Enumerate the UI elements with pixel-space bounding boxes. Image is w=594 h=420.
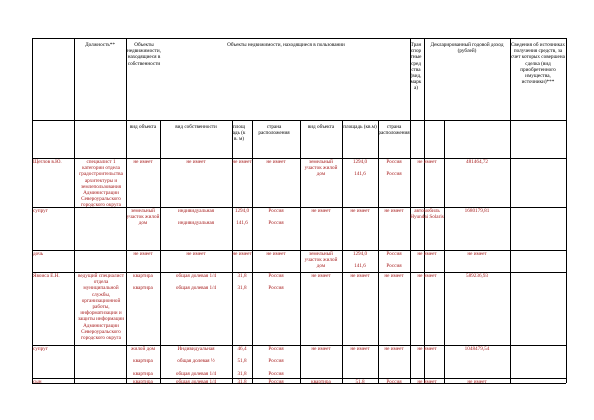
cell-own-kind: общая долевая 1/4 общая долевая 1/4 (175, 273, 217, 292)
subheader-ownership: вид собственности (175, 124, 217, 130)
cell-own-kind: Индивидуальная общая долевая ½ общая долевая 1/4 (175, 346, 217, 377)
header-position: Должность** (85, 42, 115, 48)
cell-own-type: жилой дом квартира квартира (130, 346, 156, 377)
cell-use-area: не имеет (350, 273, 370, 279)
cell-own-country: не имеет (266, 251, 286, 257)
cell-own-type: квартира квартира (133, 273, 153, 292)
header-transport: Транспортные средства (вид, марка) (410, 42, 422, 92)
cell-own-area: 31,8 (237, 379, 247, 385)
cell-own-area: 1294,0 141,6 (234, 208, 250, 227)
cell-use-type: земельный участок жилой дом (304, 159, 338, 178)
cell-name: супруг (33, 346, 48, 352)
cell-income: 481464,72 (465, 159, 489, 165)
cell-use-type: не имеет (311, 346, 331, 352)
cell-use-country: Россия Россия (386, 251, 402, 270)
table-vline (74, 38, 75, 383)
cell-own-type: не имеет (133, 251, 153, 257)
cell-own-kind: не имеет (186, 251, 206, 257)
cell-use-area: 1294,0 141,6 (352, 251, 368, 270)
header-sources: Сведения об источниках получения средств, за счет которых совершена сделка (вид приобретенного имущества, источники)*** (510, 42, 566, 86)
cell-income: не имеет (467, 379, 487, 385)
cell-transport: не имеет (417, 251, 437, 257)
cell-use-area: не имеет (350, 346, 370, 352)
cell-own-country: Россия Россия (268, 273, 284, 292)
header-owned-objects: Объекты недвижимости, находящиеся в собственности (127, 42, 161, 67)
cell-use-country: не имеет (384, 208, 404, 214)
cell-use-area: 51,8 (355, 379, 365, 385)
cell-name: дочь (33, 251, 44, 257)
subheader-area: площадь (кв. м) (232, 124, 246, 143)
cell-own-type: квартира (133, 379, 153, 385)
table-vline (566, 38, 567, 383)
cell-own-kind: не имеет (186, 159, 206, 165)
cell-use-area: не имеет (350, 208, 370, 214)
subheader-use-type: вид объекта (307, 124, 335, 130)
table-vline (510, 38, 511, 383)
subheader-country: страна расположения (258, 124, 290, 137)
cell-income: 1680179,81 (464, 208, 490, 214)
cell-use-area: 1294,0 141,6 (352, 159, 368, 178)
cell-use-type: не имеет (311, 208, 331, 214)
cell-use-type: земельный участок жилой дом (304, 251, 338, 270)
cell-transport: не имеет (417, 346, 437, 352)
cell-own-kind: индивидуальная индивидуальная (177, 208, 215, 227)
header-income: Декларированный годовой доход (рублей) (430, 42, 504, 55)
cell-use-type: не имеет (311, 273, 331, 279)
cell-position: ведущий специалист отдела муниципальной службы, организационной работы, информатизации и защиты информации Администрации Североуральского городского округа (77, 273, 125, 342)
cell-own-country: Россия Россия (268, 208, 284, 227)
cell-own-area: не имеет (232, 159, 252, 165)
cell-name: Щеглов в.Ю. (33, 159, 62, 165)
cell-own-type: земельный участок жилой дом (126, 208, 160, 227)
cell-own-area: 31,8 31,8 (237, 273, 247, 292)
cell-own-country: Россия (268, 379, 284, 385)
cell-own-country: не имеет (266, 159, 286, 165)
cell-name: Явоиса Е.Н. (33, 273, 60, 279)
cell-use-country: не имеет (384, 346, 404, 352)
cell-own-country: Россия Россия Россия (268, 346, 284, 377)
cell-own-area: 46,4 51,8 31,8 (237, 346, 247, 377)
cell-income: не имеет (467, 251, 487, 257)
cell-use-country: не имеет (384, 273, 404, 279)
cell-transport: не имеет (417, 273, 437, 279)
subheader-use-area: площадь (кв.м) (343, 124, 377, 130)
cell-name: супруг (33, 208, 48, 214)
cell-income: 589236,93 (465, 273, 489, 279)
table-hline (32, 38, 566, 39)
subheader-object-type: вид объекта (129, 124, 157, 130)
cell-transport: не имеет (417, 379, 437, 385)
cell-income: 1048479,54 (464, 346, 490, 352)
header-use-objects: Объекты недвижимости, находящиеся в пользовании (227, 42, 345, 48)
cell-transport: автомобиль Hyundai Solaris (410, 208, 444, 221)
cell-use-type: квартира (311, 379, 331, 385)
cell-position: специалист 1 категории отдела градостроительства архитектуры и землепользования Администрации Североуральского городского округа (79, 159, 123, 209)
cell-name: сын (33, 379, 42, 385)
cell-own-area: не имеет (232, 251, 252, 257)
cell-own-type: не имеет (133, 159, 153, 165)
cell-use-country: Россия (386, 379, 402, 385)
table-hline (32, 120, 566, 121)
cell-transport: не имеет (417, 159, 437, 165)
cell-own-kind: общая долевая 1/4 (175, 379, 217, 385)
subheader-use-country: страна расположения (378, 124, 410, 137)
cell-use-country: Россия Россия (386, 159, 402, 178)
